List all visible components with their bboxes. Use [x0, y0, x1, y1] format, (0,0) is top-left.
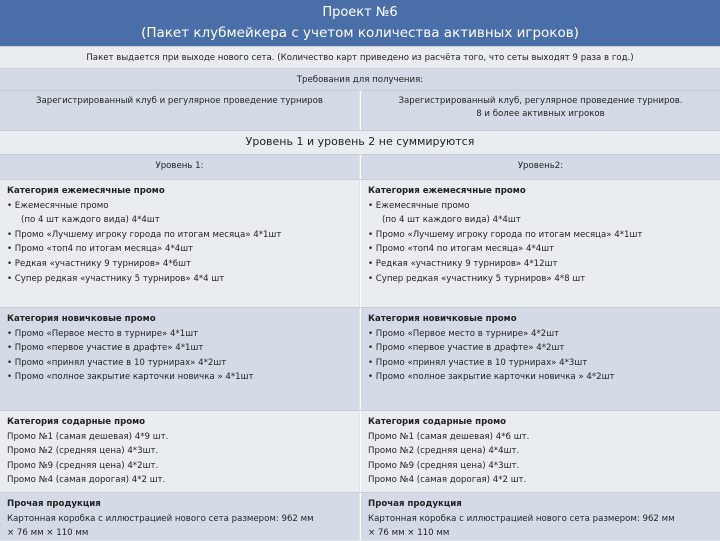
other-level1 [0, 493, 359, 540]
monthly-level2-line: • Супер редкая «участнику 5 турниров» 4*8 шт [368, 273, 586, 284]
newbie-level2-line: • Промо «Первое место в турнире» 4*2шт [368, 328, 560, 339]
gift-row [0, 410, 720, 492]
requirements-row [0, 90, 720, 130]
other-level2 [360, 493, 720, 540]
level1-header [0, 155, 359, 179]
gift-level1-line: Промо №4 (самая дорогая) 4*2 шт. [7, 475, 166, 486]
requirements-level2-line2: 8 и более активных игроков [476, 109, 605, 119]
other-level2-heading: Прочая продукция [368, 499, 462, 509]
requirements-level1 [0, 91, 359, 130]
gift-level1-line: Промо №1 (самая дешевая) 4*9 шт. [7, 431, 169, 442]
gift-level2-heading: Категория содарные промо [368, 417, 507, 427]
monthly-level1-heading: Категория ежемесячные промо [7, 186, 165, 196]
gift-level1-line: Промо №2 (средняя цена) 4*3шт. [7, 446, 159, 457]
newbie-level1-heading: Категория новичковые промо [7, 314, 156, 324]
intro-row [0, 46, 720, 68]
title-line1: Проект №6 [322, 5, 398, 20]
level2-header [360, 155, 720, 179]
other-level1-line: Картонная коробка с иллюстрацией нового сета размером: 962 мм [7, 513, 314, 524]
monthly-level2-heading: Категория ежемесячные промо [368, 186, 526, 196]
newbie-level1-line: • Промо «Первое место в турнире» 4*1шт [7, 328, 199, 339]
requirements-level2-line1: Зарегистрированный клуб, регулярное проведение турниров. [398, 96, 683, 106]
newbie-level1-line: • Промо «принял участие в 10 турнирах» 4*2шт [7, 357, 227, 368]
newbie-level2 [360, 308, 720, 410]
monthly-level1-line: • Редкая «участнику 9 турниров» 4*6шт [7, 258, 192, 269]
gift-level2-line: Промо №1 (самая дешевая) 4*6 шт. [368, 431, 530, 442]
newbie-level2-line: • Промо «принял участие в 10 турнирах» 4*3шт [368, 357, 588, 368]
monthly-row [0, 179, 720, 307]
title-line2: (Пакет клубмейкера с учетом количества активных игроков) [141, 25, 579, 41]
gift-level1-heading: Категория содарные промо [7, 417, 146, 427]
gift-level2-line: Промо №2 (средняя цена) 4*4шт. [368, 446, 520, 457]
monthly-level1-line: • Супер редкая «участнику 5 турниров» 4*4 шт [7, 273, 225, 284]
monthly-level2-line: • Редкая «участнику 9 турниров» 4*12шт [368, 258, 558, 269]
level1-header-text: Уровень 1: [155, 161, 204, 171]
page-title [0, 0, 720, 46]
newbie-level1 [0, 308, 359, 410]
monthly-level2-line: • Ежемесячные промо [368, 200, 470, 211]
gift-level2 [360, 411, 720, 492]
other-row [0, 492, 720, 540]
requirements-label: Требования для получения: [296, 75, 424, 85]
monthly-level2-line: • Промо «Лучшему игроку города по итогам месяца» 4*1шт [368, 229, 643, 240]
newbie-level2-line: • Промо «полное закрытие карточки новичка » 4*2шт [368, 372, 615, 383]
monthly-level1 [0, 180, 359, 307]
gift-level2-line: Промо №4 (самая дорогая) 4*2 шт. [368, 475, 527, 486]
monthly-level1-line: • Ежемесячные промо [7, 200, 109, 211]
monthly-level2-line: • Промо «топ4 по итогам месяца» 4*4шт [368, 244, 555, 255]
other-level2-line: Картонная коробка с иллюстрацией нового сета размером: 962 мм [368, 513, 675, 524]
monthly-level2 [360, 180, 720, 307]
requirements-label-row [0, 68, 720, 90]
monthly-level1-line: (по 4 шт каждого вида) 4*4шт [21, 215, 160, 226]
gift-level1 [0, 411, 359, 492]
intro-text: Пакет выдается при выходе нового сета. (Количество карт приведено из расчёта того, что сеты выходят 9 раза в год.) [86, 53, 634, 63]
requirements-level2 [360, 91, 720, 130]
newbie-level1-line: • Промо «первое участие в драфте» 4*1шт [7, 343, 204, 354]
monthly-level1-line: • Промо «Лучшему игроку города по итогам месяца» 4*1шт [7, 229, 282, 240]
monthly-level2-line: (по 4 шт каждого вида) 4*4шт [382, 215, 521, 226]
no-sum-row [0, 130, 720, 154]
levels-row [0, 154, 720, 179]
newbie-row [0, 307, 720, 410]
other-level2-line: × 76 мм × 110 мм [368, 528, 450, 539]
other-level1-line: × 76 мм × 110 мм [7, 528, 89, 539]
newbie-level1-line: • Промо «полное закрытие карточки новичка » 4*1шт [7, 372, 254, 383]
no-sum-text: Уровень 1 и уровень 2 не суммируются [245, 135, 475, 148]
newbie-level2-line: • Промо «первое участие в драфте» 4*2шт [368, 343, 565, 354]
newbie-level2-heading: Категория новичковые промо [368, 314, 517, 324]
monthly-level1-line: • Промо «топ4 по итогам месяца» 4*4шт [7, 244, 194, 255]
requirements-level1-text: Зарегистрированный клуб и регулярное проведение турниров [36, 96, 323, 106]
gift-level1-line: Промо №9 (средняя цена) 4*2шт. [7, 460, 159, 471]
level2-header-text: Уровень2: [517, 161, 564, 171]
other-level1-heading: Прочая продукция [7, 499, 101, 509]
gift-level2-line: Промо №9 (средняя цена) 4*3шт. [368, 460, 520, 471]
